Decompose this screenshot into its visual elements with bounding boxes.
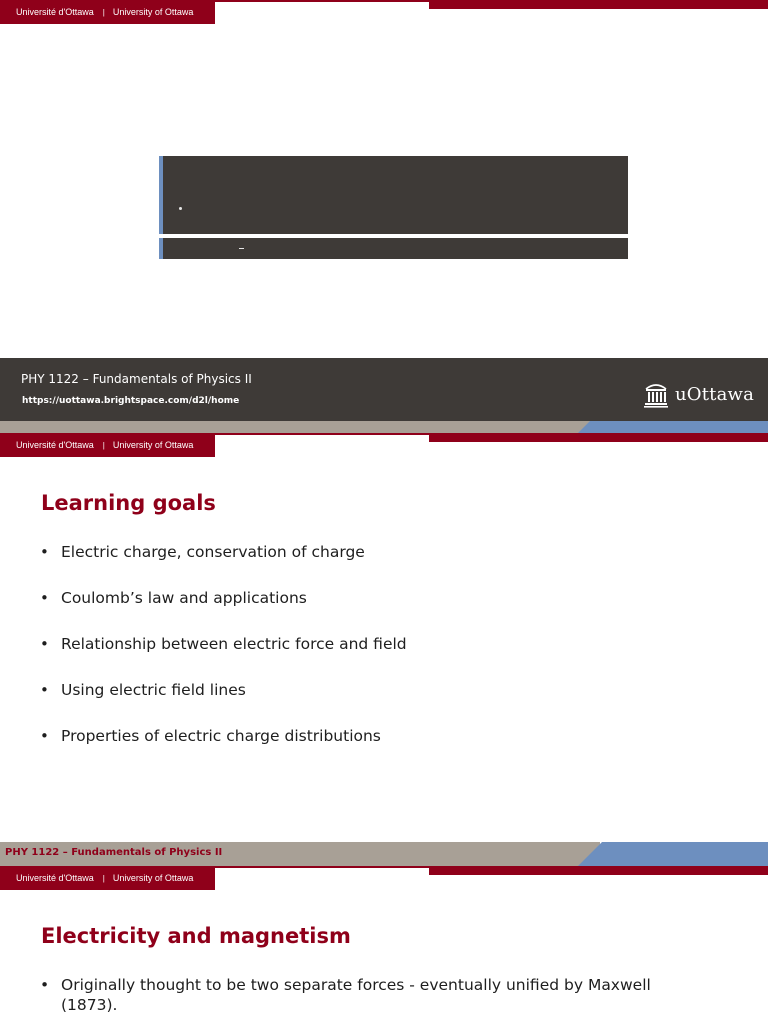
- list-item: • Properties of electric charge distributions: [40, 723, 407, 769]
- title-slide: [0, 0, 768, 433]
- list-item: • Using electric field lines: [40, 677, 407, 723]
- course-name: PHY 1122 – Fundamentals of Physics II: [21, 372, 252, 386]
- header-rule: [215, 433, 768, 442]
- course-url: https://uottawa.brightspace.com/d2l/home: [22, 396, 240, 406]
- header-rule: [215, 866, 768, 875]
- university-name-english: University of Ottawa: [112, 440, 194, 450]
- university-banner: [0, 0, 215, 24]
- uottawa-building-icon: [643, 380, 669, 408]
- learning-goals-slide: [0, 433, 768, 866]
- banner-separator: |: [102, 7, 105, 17]
- university-name-french: Université d'Ottawa: [16, 873, 94, 883]
- university-name-french: Université d'Ottawa: [16, 440, 94, 450]
- header-rule: [215, 0, 768, 9]
- banner-separator: |: [102, 440, 105, 450]
- logo-wordmark: uOttawa: [675, 383, 755, 405]
- title-footer: [0, 358, 768, 421]
- title-placeholder: [159, 156, 628, 234]
- list-item: • Electric charge, conservation of charge: [40, 539, 407, 585]
- banner-separator: |: [102, 873, 105, 883]
- footer-course-name: PHY 1122 – Fundamentals of Physics II: [5, 847, 223, 858]
- list-item: • Coulomb’s law and applications: [40, 585, 407, 631]
- slide-footer: [0, 842, 768, 866]
- list-item: • Originally thought to be two separate forces - eventually unified by Maxwell (1873).: [40, 975, 690, 1015]
- subtitle-placeholder: [159, 238, 628, 259]
- university-banner: [0, 866, 215, 890]
- bullet-list: [40, 975, 690, 1015]
- slide-title: Learning goals: [41, 491, 216, 515]
- university-banner: [0, 433, 215, 457]
- university-name-french: Université d'Ottawa: [16, 7, 94, 17]
- university-name-english: University of Ottawa: [112, 7, 194, 17]
- slide-title: Electricity and magnetism: [41, 924, 351, 948]
- list-item: • Relationship between electric force and field: [40, 631, 407, 677]
- learning-goals-list: [40, 539, 407, 769]
- title-color-strip: [0, 421, 768, 433]
- electricity-magnetism-slide: [0, 866, 768, 1024]
- university-name-english: University of Ottawa: [112, 873, 194, 883]
- uottawa-logo: [643, 380, 754, 408]
